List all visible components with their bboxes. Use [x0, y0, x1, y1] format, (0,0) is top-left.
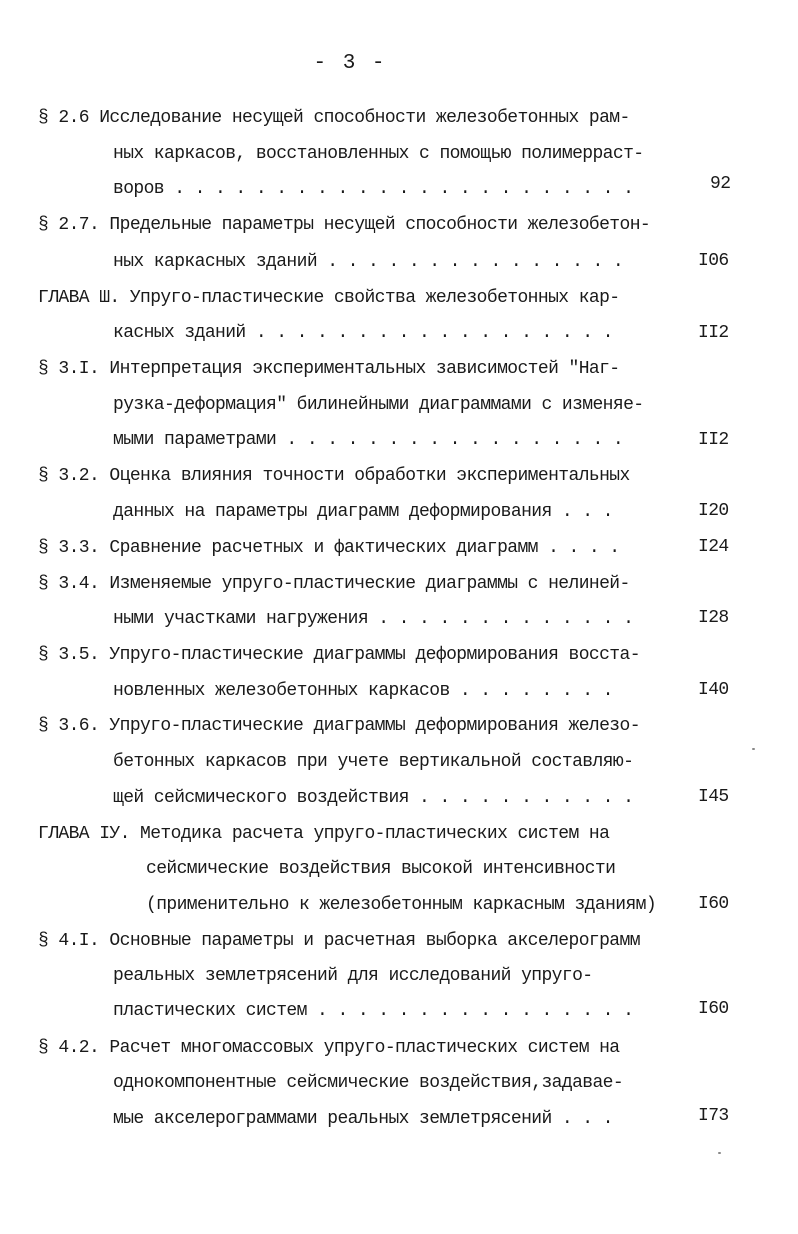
- toc-entry-4-2-line-1: § 4.2. Расчет многомассовых упруго-пластических систем на: [38, 1038, 620, 1058]
- toc-entry-3-1-line-1: § 3.I. Интерпретация экспериментальных зависимостей "Наг-: [38, 359, 620, 379]
- toc-entry-4-2-line-2: однокомпонентные сейсмические воздействия,задавае-: [113, 1073, 624, 1093]
- toc-entry-3-1-line-3: мыми параметрами . . . . . . . . . . . . . . . . .: [113, 430, 624, 450]
- toc-chapter-3-line-1: ГЛАВА Ш. Упруго-пластические свойства железобетонных кар-: [38, 288, 620, 308]
- toc-entry-2-7-line-2: ных каркасных зданий . . . . . . . . . . . . . . .: [113, 252, 624, 272]
- toc-entry-2-6-line-2: ных каркасов, восстановленных с помощью полимерраст-: [113, 144, 644, 164]
- toc-entry-3-3-page: I24: [698, 537, 729, 557]
- toc-entry-4-1-line-2: реальных землетрясений для исследований упруго-: [113, 966, 593, 986]
- toc-entry-3-6-line-2: бетонных каркасов при учете вертикальной составляю-: [113, 752, 634, 772]
- toc-chapter-3-line-2: касных зданий . . . . . . . . . . . . . . . . . .: [113, 323, 613, 343]
- toc-entry-3-6-page: I45: [698, 787, 729, 807]
- toc-entry-3-2-line-2: данных на параметры диаграмм деформирования . . .: [113, 502, 613, 522]
- toc-chapter-4-line-3: (применительно к железобетонным каркасным зданиям): [146, 895, 657, 915]
- toc-entry-3-1-line-2: рузка-деформация" билинейными диаграммами с изменяе-: [113, 395, 644, 415]
- toc-entry-3-3-line-1: § 3.3. Сравнение расчетных и фактических диаграмм . . . .: [38, 538, 620, 558]
- toc-entry-3-5-line-2: новленных железобетонных каркасов . . . . . . . .: [113, 681, 613, 701]
- toc-entry-3-4-line-2: ными участками нагружения . . . . . . . . . . . . .: [113, 609, 634, 629]
- toc-chapter-4-line-2: сейсмические воздействия высокой интенсивности: [146, 859, 616, 879]
- toc-entry-4-1-line-3: пластических систем . . . . . . . . . . . . . . . .: [113, 1001, 634, 1021]
- toc-entry-4-2-line-3: мые акселерограммами реальных землетрясений . . .: [113, 1109, 613, 1129]
- page-number: - 3 -: [313, 52, 387, 75]
- toc-chapter-3-page: II2: [698, 323, 729, 343]
- toc-entry-3-2-page: I20: [698, 501, 729, 521]
- toc-entry-2-7-page: I06: [698, 251, 729, 271]
- toc-entry-2-6-line-1: § 2.6 Исследование несущей способности железобетонных рам-: [38, 108, 630, 128]
- toc-entry-4-1-line-1: § 4.I. Основные параметры и расчетная выборка акселерограмм: [38, 931, 640, 951]
- toc-entry-3-2-line-1: § 3.2. Оценка влияния точности обработки экспериментальных: [38, 466, 630, 486]
- toc-chapter-4-page: I60: [698, 894, 729, 914]
- toc-chapter-4-line-1: ГЛАВА IУ. Методика расчета упруго-пластических систем на: [38, 824, 610, 844]
- scan-speck: [718, 1152, 721, 1154]
- toc-entry-3-6-line-3: щей сейсмического воздействия . . . . . . . . . . .: [113, 788, 634, 808]
- toc-entry-4-1-page: I60: [698, 999, 729, 1019]
- toc-entry-2-7-line-1: § 2.7. Предельные параметры несущей способности железобетон-: [38, 215, 651, 235]
- toc-entry-3-6-line-1: § 3.6. Упруго-пластические диаграммы деформирования железо-: [38, 716, 640, 736]
- toc-entry-3-4-page: I28: [698, 608, 729, 628]
- scan-speck: [752, 748, 755, 750]
- toc-entry-3-5-page: I40: [698, 680, 729, 700]
- toc-entry-2-6-page: 92: [710, 174, 731, 194]
- toc-entry-2-6-line-3: воров . . . . . . . . . . . . . . . . . . . . . . .: [113, 179, 634, 199]
- toc-entry-3-1-page: II2: [698, 430, 729, 450]
- toc-entry-3-5-line-1: § 3.5. Упруго-пластические диаграммы деформирования восста-: [38, 645, 640, 665]
- toc-entry-3-4-line-1: § 3.4. Изменяемые упруго-пластические диаграммы с нелиней-: [38, 574, 630, 594]
- toc-entry-4-2-page: I73: [698, 1106, 729, 1126]
